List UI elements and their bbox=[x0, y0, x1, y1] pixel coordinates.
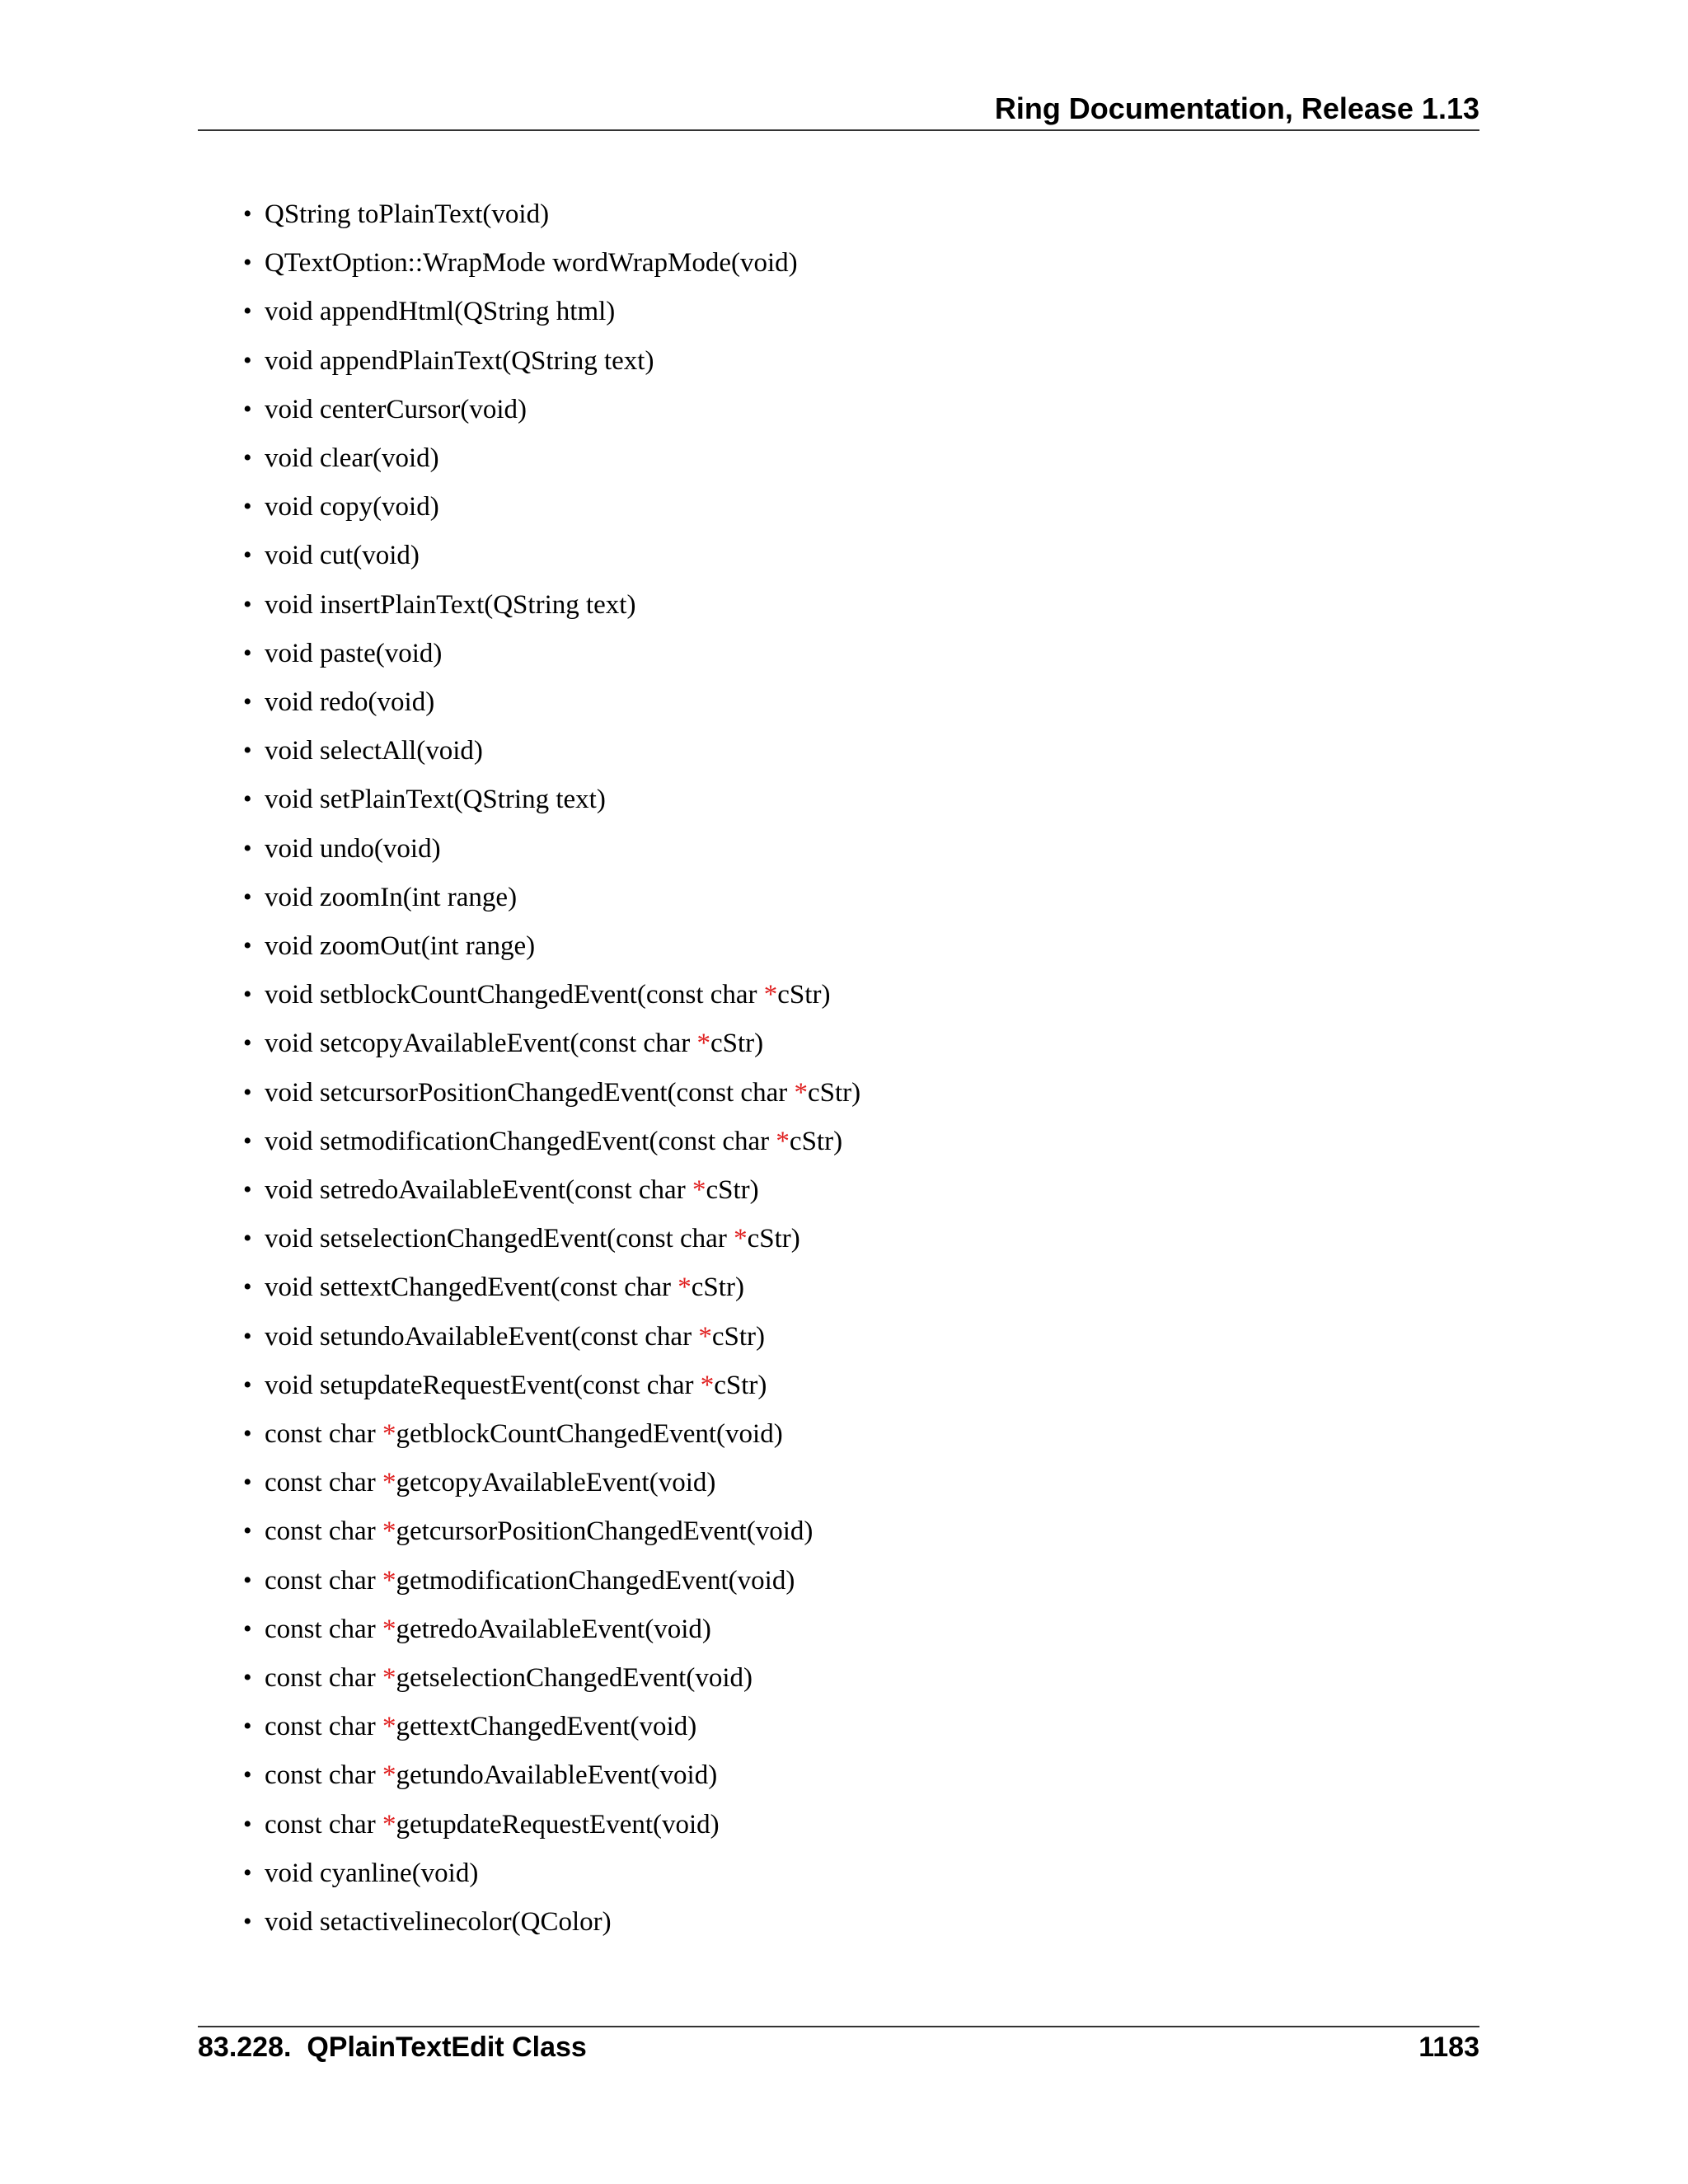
method-signature bbox=[265, 828, 441, 869]
signature-part: getcopyAvailableEvent(void) bbox=[396, 1468, 716, 1497]
bullet-marker: • bbox=[243, 1615, 252, 1643]
method-signature bbox=[265, 1609, 711, 1650]
pointer-star: * bbox=[696, 1029, 710, 1058]
signature-part: cStr) bbox=[777, 980, 831, 1010]
pointer-star: * bbox=[692, 1175, 706, 1205]
bullet-marker: • bbox=[243, 1908, 252, 1935]
signature-part: const char bbox=[265, 1810, 382, 1840]
pointer-star: * bbox=[678, 1272, 692, 1302]
bullet-marker: • bbox=[243, 249, 252, 276]
signature-part: getundoAvailableEvent(void) bbox=[396, 1760, 718, 1790]
method-signature bbox=[265, 1121, 842, 1162]
pointer-star: * bbox=[382, 1810, 396, 1840]
pointer-star: * bbox=[382, 1516, 396, 1546]
bullet-marker: • bbox=[243, 541, 252, 569]
bullet-marker: • bbox=[243, 932, 252, 959]
pointer-star: * bbox=[382, 1566, 396, 1596]
method-signature bbox=[265, 1365, 767, 1406]
method-signature bbox=[265, 389, 527, 430]
method-signature bbox=[265, 194, 549, 235]
page-header-title: Ring Documentation, Release 1.13 bbox=[994, 91, 1479, 125]
method-signature bbox=[265, 1218, 800, 1259]
method-signature bbox=[265, 1169, 759, 1211]
bullet-marker: • bbox=[243, 688, 252, 715]
bullet-marker: • bbox=[243, 1517, 252, 1544]
pointer-star: * bbox=[700, 1371, 715, 1400]
bullet-marker: • bbox=[243, 396, 252, 423]
bullet-marker: • bbox=[243, 591, 252, 618]
signature-part: void setmodificationChangedEvent(const char bbox=[265, 1127, 776, 1156]
bullet-marker: • bbox=[243, 1713, 252, 1740]
bullet-marker: • bbox=[243, 200, 252, 227]
pointer-star: * bbox=[734, 1224, 748, 1254]
pointer-star: * bbox=[776, 1127, 790, 1156]
bullet-marker: • bbox=[243, 1761, 252, 1788]
signature-part: getselectionChangedEvent(void) bbox=[396, 1663, 753, 1693]
pointer-star: * bbox=[382, 1760, 396, 1790]
pointer-star: * bbox=[698, 1322, 712, 1352]
pointer-star: * bbox=[382, 1615, 396, 1644]
signature-part: void appendPlainText(QString text) bbox=[265, 346, 654, 376]
method-signature bbox=[265, 1023, 763, 1064]
signature-part: const char bbox=[265, 1566, 382, 1596]
method-signature bbox=[265, 1560, 795, 1601]
method-signature bbox=[265, 1413, 783, 1455]
signature-part: const char bbox=[265, 1615, 382, 1644]
bullet-marker: • bbox=[243, 1567, 252, 1594]
signature-part: cStr) bbox=[691, 1272, 744, 1302]
signature-part: const char bbox=[265, 1760, 382, 1790]
bullet-marker: • bbox=[243, 1323, 252, 1350]
method-signature bbox=[265, 1706, 696, 1747]
method-signature bbox=[265, 633, 442, 674]
signature-part: QTextOption::WrapMode wordWrapMode(void) bbox=[265, 248, 798, 278]
signature-part: void zoomOut(int range) bbox=[265, 931, 536, 961]
method-signature bbox=[265, 1511, 813, 1552]
signature-part: void paste(void) bbox=[265, 639, 443, 668]
bullet-marker: • bbox=[243, 835, 252, 862]
signature-part: void clear(void) bbox=[265, 443, 439, 473]
method-signature bbox=[265, 1901, 612, 1943]
signature-part: cStr) bbox=[711, 1322, 765, 1352]
method-signature bbox=[265, 926, 535, 967]
method-signature bbox=[265, 1804, 720, 1845]
signature-part: const char bbox=[265, 1468, 382, 1497]
signature-part: getcursorPositionChangedEvent(void) bbox=[396, 1516, 814, 1546]
signature-part: void setPlainText(QString text) bbox=[265, 785, 606, 814]
bullet-marker: • bbox=[243, 640, 252, 667]
signature-part: const char bbox=[265, 1712, 382, 1741]
signature-part: void settextChangedEvent(const char bbox=[265, 1272, 678, 1302]
pointer-star: * bbox=[763, 980, 778, 1010]
signature-part: void insertPlainText(QString text) bbox=[265, 590, 636, 620]
signature-part: void cyanline(void) bbox=[265, 1858, 479, 1888]
bullet-marker: • bbox=[243, 1859, 252, 1886]
method-signature bbox=[265, 340, 654, 382]
signature-part: getblockCountChangedEvent(void) bbox=[396, 1419, 783, 1449]
pointer-star: * bbox=[382, 1712, 396, 1741]
method-signature bbox=[265, 291, 615, 332]
bullet-marker: • bbox=[243, 1127, 252, 1155]
bullet-marker: • bbox=[243, 737, 252, 764]
method-signature bbox=[265, 1853, 478, 1894]
method-signature bbox=[265, 974, 830, 1015]
signature-part: void setblockCountChangedEvent(const char bbox=[265, 980, 764, 1010]
signature-part: void setredoAvailableEvent(const char bbox=[265, 1175, 692, 1205]
pointer-star: * bbox=[382, 1468, 396, 1497]
bullet-marker: • bbox=[243, 1371, 252, 1399]
method-signature bbox=[265, 1316, 765, 1357]
signature-part: const char bbox=[265, 1516, 382, 1546]
method-signature bbox=[265, 1657, 753, 1699]
signature-part: cStr) bbox=[789, 1127, 843, 1156]
signature-part: void cut(void) bbox=[265, 541, 420, 570]
method-signature bbox=[265, 779, 606, 820]
signature-part: QString toPlainText(void) bbox=[265, 199, 550, 229]
method-signature bbox=[265, 730, 483, 771]
bullet-marker: • bbox=[243, 493, 252, 520]
signature-part: cStr) bbox=[706, 1175, 759, 1205]
bullet-marker: • bbox=[243, 298, 252, 325]
bullet-marker: • bbox=[243, 1273, 252, 1301]
bullet-marker: • bbox=[243, 347, 252, 374]
signature-part: void zoomIn(int range) bbox=[265, 883, 518, 912]
method-signature bbox=[265, 1267, 744, 1308]
signature-part: getredoAvailableEvent(void) bbox=[396, 1615, 711, 1644]
bullet-marker: • bbox=[243, 883, 252, 911]
method-signature bbox=[265, 1462, 715, 1503]
signature-part: cStr) bbox=[714, 1371, 767, 1400]
signature-part: void setselectionChangedEvent(const char bbox=[265, 1224, 734, 1254]
signature-part: getmodificationChangedEvent(void) bbox=[396, 1566, 795, 1596]
header-rule bbox=[198, 129, 1479, 131]
method-signature bbox=[265, 584, 635, 626]
method-signature bbox=[265, 682, 434, 723]
signature-part: void appendHtml(QString html) bbox=[265, 297, 616, 326]
bullet-marker: • bbox=[243, 444, 252, 471]
bullet-marker: • bbox=[243, 1225, 252, 1252]
method-signature bbox=[265, 1072, 860, 1113]
footer-page-number: 1183 bbox=[1418, 2032, 1479, 2063]
method-signature bbox=[265, 242, 798, 284]
bullet-marker: • bbox=[243, 1176, 252, 1203]
pointer-star: * bbox=[382, 1663, 396, 1693]
bullet-marker: • bbox=[243, 981, 252, 1008]
signature-part: getupdateRequestEvent(void) bbox=[396, 1810, 720, 1840]
signature-part: const char bbox=[265, 1419, 382, 1449]
bullet-marker: • bbox=[243, 785, 252, 813]
signature-part: gettextChangedEvent(void) bbox=[396, 1712, 697, 1741]
signature-part: const char bbox=[265, 1663, 382, 1693]
method-signature bbox=[265, 1755, 717, 1796]
signature-part: cStr) bbox=[807, 1078, 861, 1108]
bullet-marker: • bbox=[243, 1079, 252, 1106]
method-signature bbox=[265, 877, 517, 918]
bullet-marker: • bbox=[243, 1811, 252, 1838]
signature-part: cStr) bbox=[747, 1224, 800, 1254]
signature-part: void selectAll(void) bbox=[265, 736, 483, 766]
signature-part: void setcopyAvailableEvent(const char bbox=[265, 1029, 697, 1058]
bullet-marker: • bbox=[243, 1664, 252, 1691]
pointer-star: * bbox=[794, 1078, 808, 1108]
footer-section-title: 83.228. QPlainTextEdit Class bbox=[198, 2032, 587, 2063]
signature-part: void setactivelinecolor(QColor) bbox=[265, 1907, 612, 1937]
bullet-marker: • bbox=[243, 1469, 252, 1496]
method-signature bbox=[265, 486, 439, 527]
signature-part: void centerCursor(void) bbox=[265, 395, 527, 424]
method-signature bbox=[265, 535, 420, 576]
pointer-star: * bbox=[382, 1419, 396, 1449]
signature-part: void undo(void) bbox=[265, 834, 441, 864]
signature-part: void setcursorPositionChangedEvent(const char bbox=[265, 1078, 795, 1108]
signature-part: void setundoAvailableEvent(const char bbox=[265, 1322, 699, 1352]
method-signature bbox=[265, 438, 439, 479]
bullet-marker: • bbox=[243, 1029, 252, 1057]
signature-part: void redo(void) bbox=[265, 687, 435, 717]
bullet-marker: • bbox=[243, 1420, 252, 1447]
signature-part: void copy(void) bbox=[265, 492, 439, 522]
signature-part: cStr) bbox=[710, 1029, 764, 1058]
signature-part: void setupdateRequestEvent(const char bbox=[265, 1371, 701, 1400]
